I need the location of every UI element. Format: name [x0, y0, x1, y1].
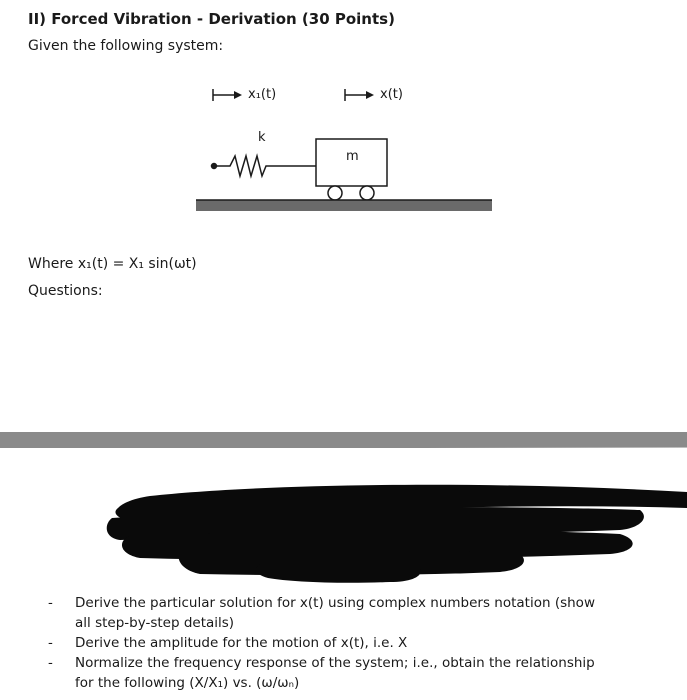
question-item	[48, 653, 668, 693]
ground	[196, 200, 492, 211]
wheel-right	[360, 186, 374, 200]
redaction-scribble	[0, 478, 687, 598]
question-text-line: Derive the amplitude for the motion of x(t), i.e. X	[75, 635, 408, 651]
input-displacement-arrow	[213, 89, 242, 101]
output-displacement-arrow	[345, 89, 374, 101]
question-item	[48, 633, 668, 653]
system-diagram	[0, 0, 687, 230]
question-text-line: all step-by-step details)	[75, 615, 235, 631]
wheel-left	[328, 186, 342, 200]
output-displacement-label: x(t)	[380, 87, 403, 102]
question-text-line: Derive the particular solution for x(t) using complex numbers notation (show	[75, 595, 595, 611]
spring	[212, 156, 317, 176]
question-text-line: Normalize the frequency response of the system; i.e., obtain the relationship	[75, 655, 595, 671]
section-title: II) Forced Vibration - Derivation (30 Points)	[28, 10, 395, 28]
question-item	[48, 593, 668, 633]
bullet-dash: -	[48, 595, 53, 611]
questions-heading: Questions:	[28, 283, 103, 299]
given-text: Given the following system:	[28, 38, 224, 54]
input-displacement-label: x₁(t)	[248, 87, 277, 102]
question-text-line: for the following (X/X₁) vs. (ω/ωₙ)	[75, 675, 300, 691]
bullet-dash: -	[48, 635, 53, 651]
spring-label: k	[258, 130, 266, 145]
bullet-dash: -	[48, 655, 53, 671]
mass-label: m	[346, 149, 359, 164]
question-list	[48, 593, 668, 693]
diagram-drawing	[0, 0, 687, 230]
input-definition: Where x₁(t) = X₁ sin(ωt)	[28, 256, 197, 272]
